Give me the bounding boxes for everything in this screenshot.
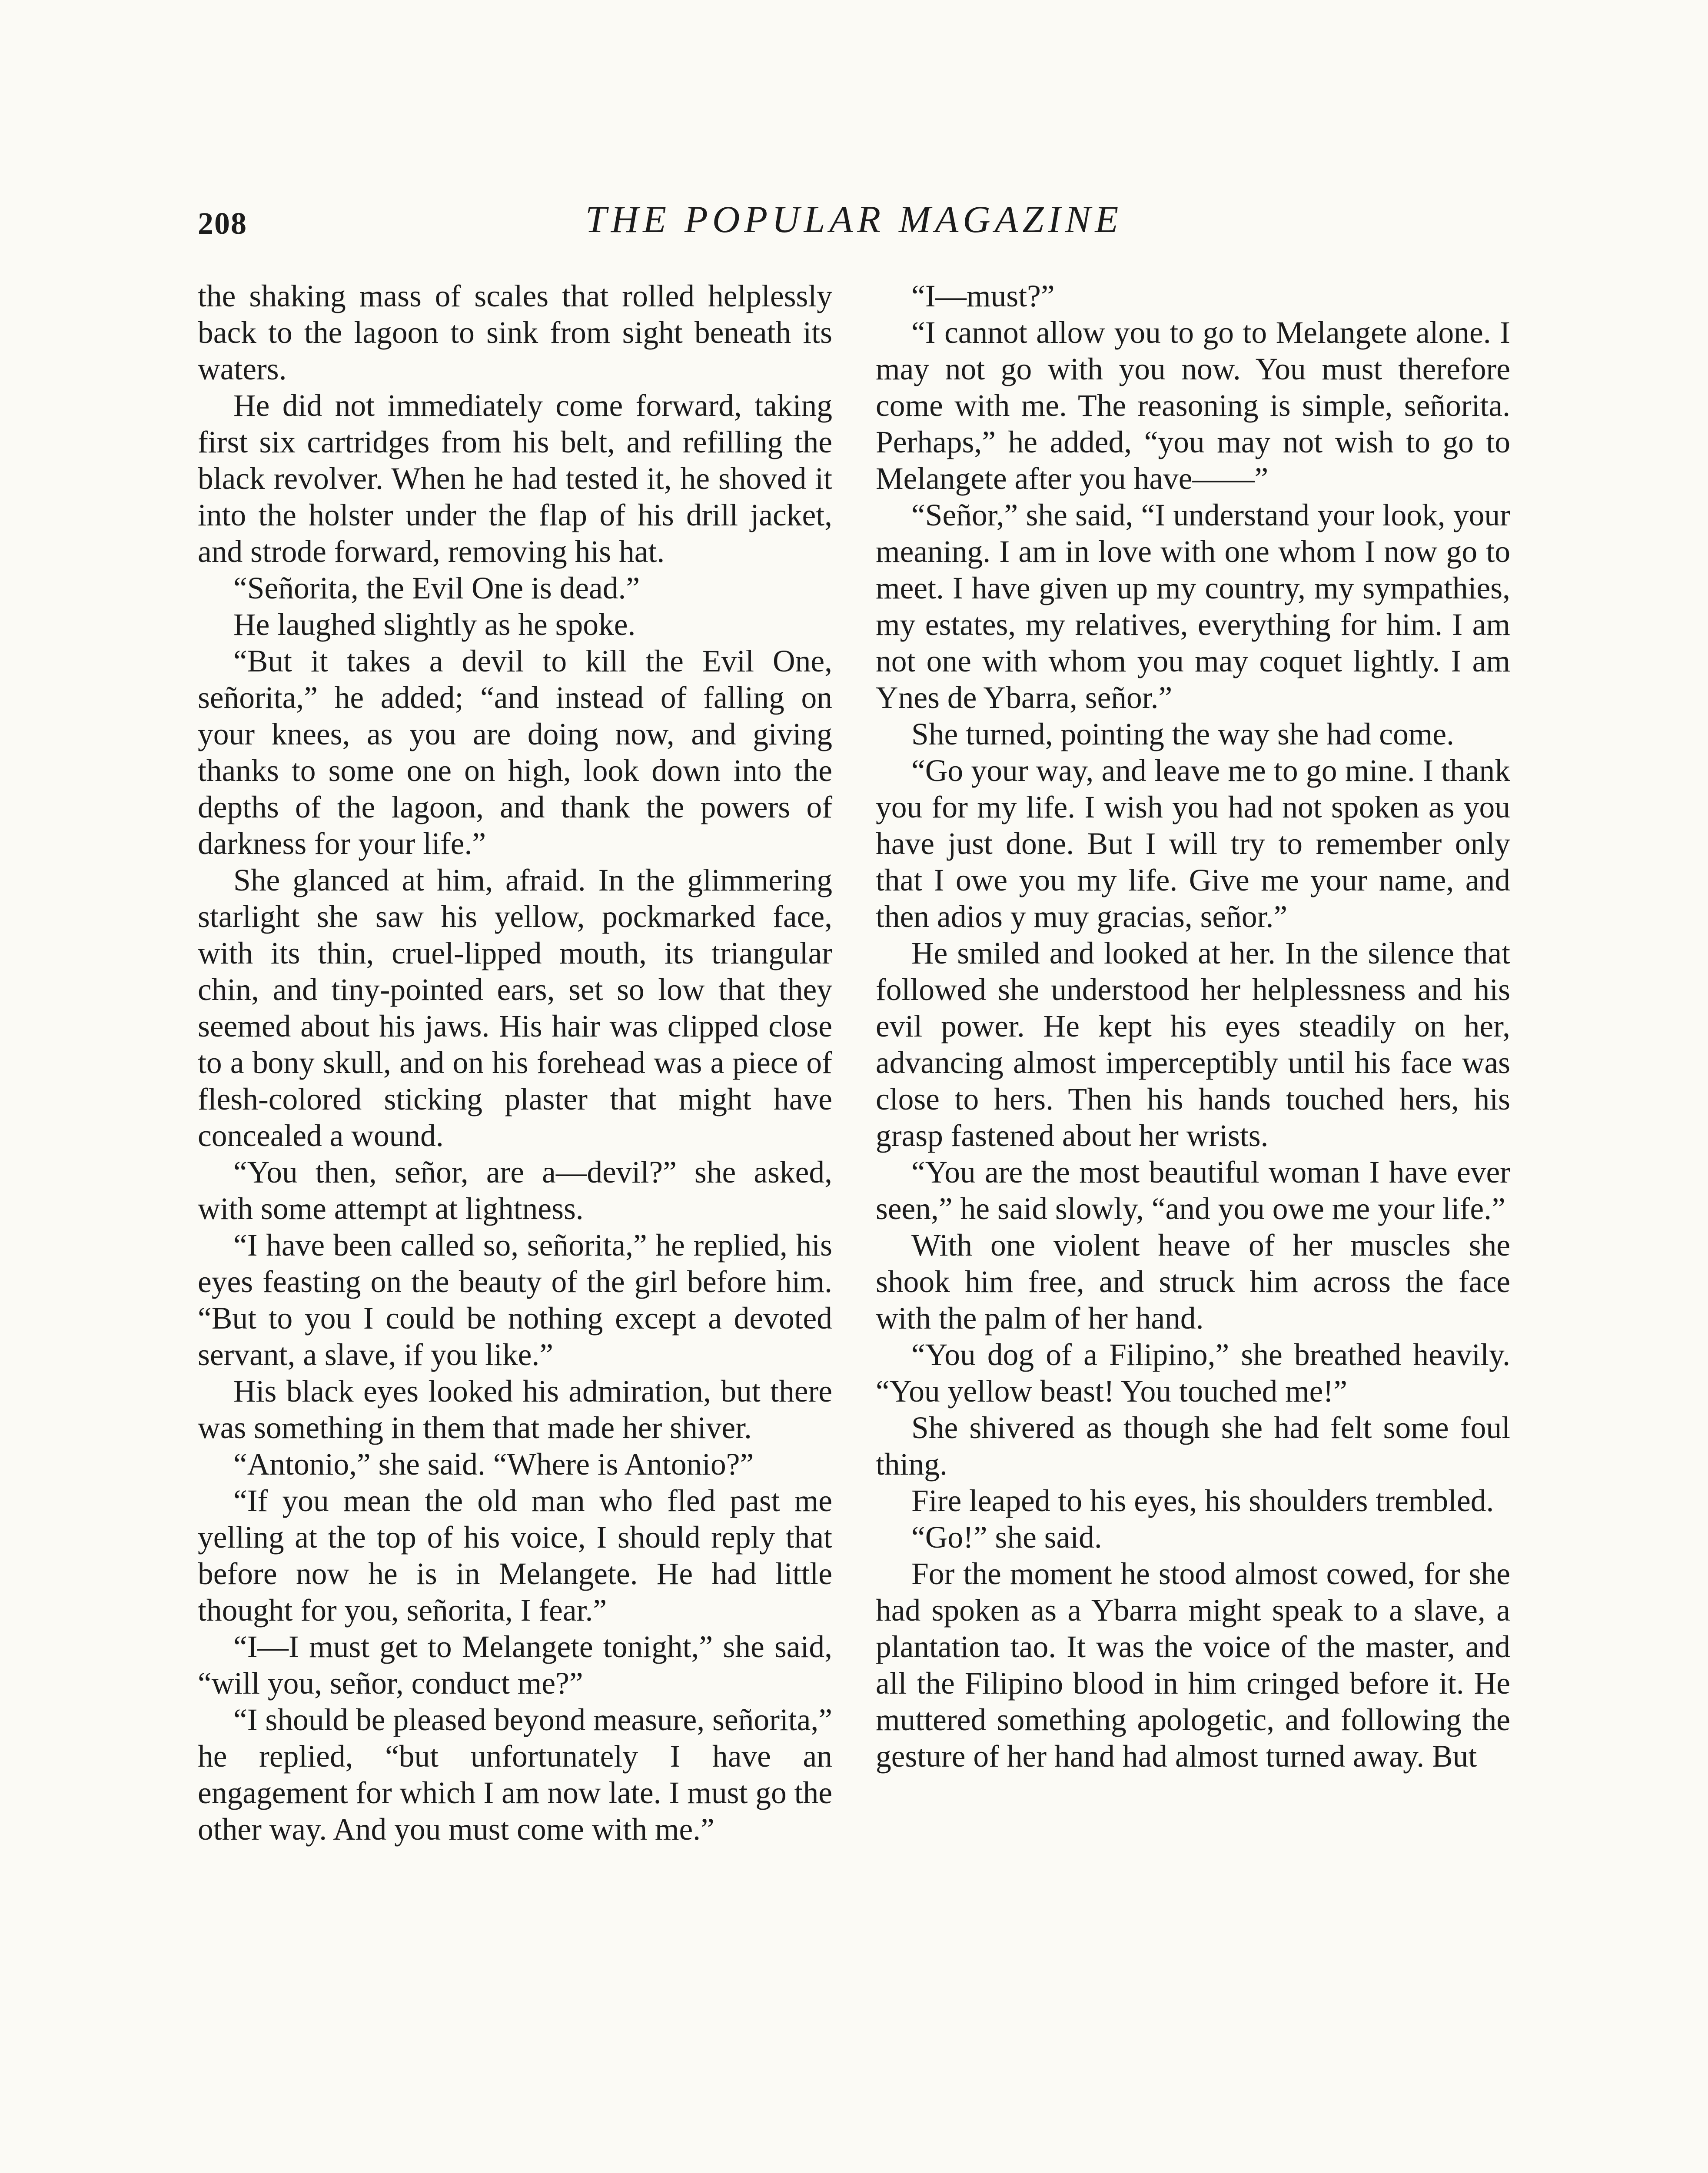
paragraph: the shaking mass of scales that rolled helplessly back to the lagoon to sink from sight beneath its waters.	[198, 279, 832, 386]
paragraph: “Go!” she said.	[911, 1520, 1102, 1555]
page-header	[198, 198, 1510, 250]
paragraph: He laughed slightly as he spoke.	[233, 608, 636, 642]
paragraph: She shivered as though she had felt some foul thing.	[876, 1411, 1510, 1482]
paragraph: “I should be pleased beyond measure, señorita,” he replied, “but unfortunately I have an engagement for which I am now late. I must go the other way. And you must come with me.”	[198, 1703, 832, 1847]
paragraph: She glanced at him, afraid. In the glimmering starlight she saw his yellow, pockmarked face, with its thin, cruel-lipped mouth, its triangular chin, and tiny-pointed ears, set so low that they seemed about his jaws. His hair was clipped close to a bony skull, and on his forehead was a piece of flesh-colored sticking plaster that might have concealed a wound.	[198, 863, 832, 1153]
page-number: 208	[198, 206, 247, 241]
paragraph: “Señor,” she said, “I understand your look, your meaning. I am in love with one whom I now go to meet. I have given up my country, my sympathies, my estates, my relatives, everything for him. I am not one with whom you may coquet lightly. I am Ynes de Ybarra, señor.”	[876, 498, 1510, 715]
paragraph: “If you mean the old man who fled past me yelling at the top of his voice, I should reply that before now he is in Melangete. He had little thought for you, señorita, I fear.”	[198, 1484, 832, 1628]
paragraph: “Go your way, and leave me to go mine. I thank you for my life. I wish you had not spoken as you have just done. But I will try to remember only that I owe you my life. Give me your name, and then adios y muy gracias, señor.”	[876, 754, 1510, 934]
paragraph: “Señorita, the Evil One is dead.”	[233, 571, 640, 605]
paragraph: “I cannot allow you to go to Melangete alone. I may not go with you now. You must therefore come with me. The reasoning is simple, señorita. Perhaps,” he added, “you may not wish to go to Melangete after you have——”	[876, 316, 1510, 496]
paragraph: “You are the most beautiful woman I have ever seen,” he said slowly, “and you owe me your life.”	[876, 1155, 1510, 1226]
left-column	[198, 278, 832, 2173]
paragraph: “Antonio,” she said. “Where is Antonio?”	[233, 1447, 754, 1482]
paragraph: “But it takes a devil to kill the Evil One, señorita,” he added; “and instead of falling on your knees, as you are doing now, and giving thanks to some one on high, look down into the depths of the lagoon, and thank the powers of darkness for your life.”	[198, 644, 832, 861]
article-body	[198, 278, 1510, 2173]
paragraph: He did not immediately come forward, taking first six cartridges from his belt, and refilling the black revolver. When he had tested it, he shoved it into the holster under the flap of his drill jacket, and strode forward, removing his hat.	[198, 389, 832, 569]
right-column	[876, 278, 1510, 2173]
paragraph: “I—I must get to Melangete tonight,” she said, “will you, señor, conduct me?”	[198, 1630, 832, 1701]
paragraph: For the moment he stood almost cowed, for she had spoken as a Ybarra might speak to a slave, a plantation tao. It was the voice of the master, and all the Filipino blood in him cringed before it. He muttered something apologetic, and following the gesture of her hand had almost turned away. But	[876, 1557, 1510, 1774]
paragraph: “I—must?”	[911, 279, 1055, 313]
running-title: THE POPULAR MAGAZINE	[585, 199, 1123, 241]
paragraph: “You then, señor, are a—devil?” she asked, with some attempt at lightness.	[198, 1155, 832, 1226]
paragraph: His black eyes looked his admiration, but there was something in them that made her shiver.	[198, 1374, 832, 1445]
paragraph: “I have been called so, señorita,” he replied, his eyes feasting on the beauty of the girl before him. “But to you I could be nothing except a devoted servant, a slave, if you like.”	[198, 1228, 832, 1372]
paragraph: With one violent heave of her muscles she shook him free, and struck him across the face with the palm of her hand.	[876, 1228, 1510, 1336]
paragraph: She turned, pointing the way she had come.	[911, 717, 1454, 751]
paragraph: “You dog of a Filipino,” she breathed heavily. “You yellow beast! You touched me!”	[876, 1338, 1510, 1409]
paragraph: Fire leaped to his eyes, his shoulders trembled.	[911, 1484, 1494, 1518]
paragraph: He smiled and looked at her. In the silence that followed she understood her helplessness and his evil power. He kept his eyes steadily on her, advancing almost imperceptibly until his face was close to hers. Then his hands touched hers, his grasp fastened about her wrists.	[876, 936, 1510, 1153]
